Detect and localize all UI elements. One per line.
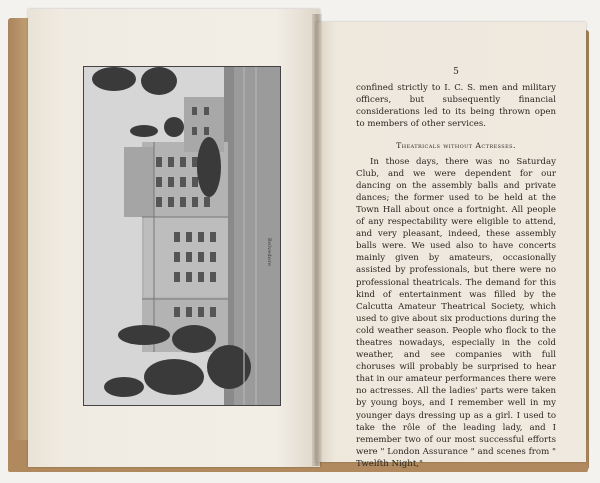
photo-plate-belvedere — [83, 66, 281, 406]
opening-paragraph: confined strictly to I. C. S. men and military officers, but subsequently financial considerations led to its being thrown open to members of other services. — [356, 83, 556, 130]
section-heading: Theatricals without Actresses. — [396, 141, 516, 151]
book-gutter — [312, 14, 322, 466]
plate-caption: Belvedere — [266, 238, 272, 267]
page-number: 5 — [453, 67, 459, 77]
building-illustration — [84, 67, 280, 405]
body-paragraph: In those days, there was no Saturday Club, and we were dependent for our dancing on the assembly balls and private dances; the former used to be held at the Town Hall about once a fortnight. All people of any respectability were eligible to attend, and very pleasant, indeed, these assembly balls were. We used also to have concerts mainly given by amateurs, occasionally assisted by professionals, but there were no professional theatricals. The demand for this kind of entertainment was filled by the Calcutta Amateur Theatrical Society, which used to give about six productions during the cold weather season. People who flock to the theatres nowadays, especially in the cold weather, and see companies with full choruses will probably be surprised to hear that in our amateur performances there were no actresses. All the ladies' parts were taken by young boys, and I remember well in my younger days dressing up as a girl. I used to take the rôle of the leading lady, and I remember two of our most successful efforts were " London Assurance " and scenes from " Twelfth Night," — [356, 156, 556, 469]
page-text — [356, 66, 556, 470]
